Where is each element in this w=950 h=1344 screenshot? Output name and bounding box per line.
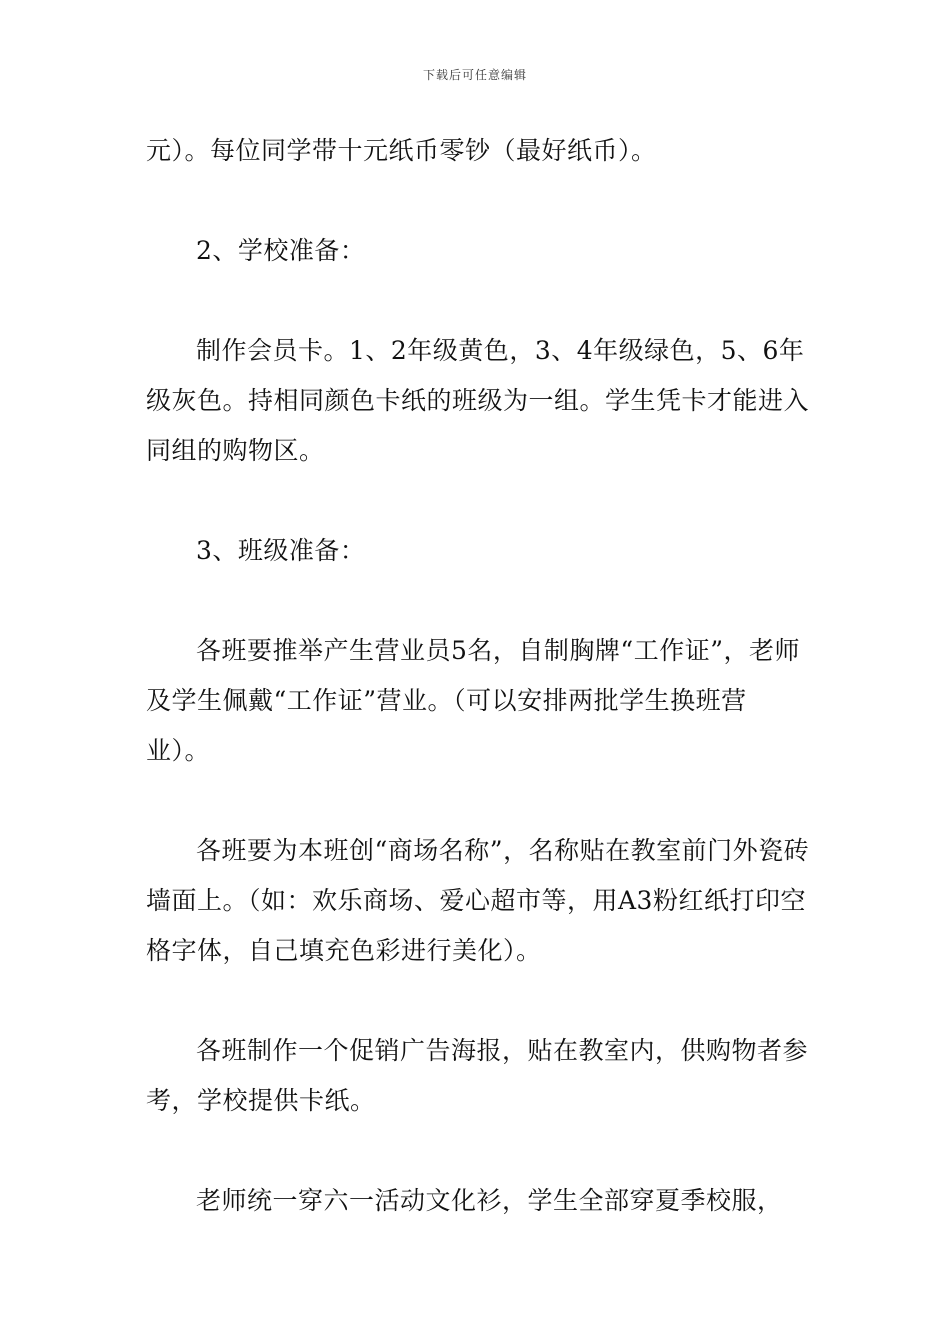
paragraph-poster: 各班制作一个促销广告海报，贴在教室内，供购物者参考，学校提供卡纸。 (146, 1036, 809, 1115)
paragraph-heading-school-prep: 2、学校准备： (196, 236, 366, 265)
paragraph-store-name: 各班要为本班创“商场名称”，名称贴在教室前门外瓷砖墙面上。（如：欢乐商场、爱心超市等，用A3粉红纸打印空格字体，自己填充色彩进行美化）。 (146, 836, 810, 965)
paragraph-continuation: 元）。每位同学带十元纸币零钞（最好纸币）。 (146, 136, 657, 165)
document-body (146, 126, 810, 1226)
paragraph-heading-class-prep: 3、班级准备： (196, 536, 366, 565)
paragraph-salesperson: 各班要推举产生营业员5名，自制胸牌“工作证”，老师及学生佩戴“工作证”营业。（可以安排两批学生换班营业）。 (146, 636, 800, 765)
paragraph-dress-code: 老师统一穿六一活动文化衫，学生全部穿夏季校服， (196, 1186, 783, 1215)
paragraph-member-card: 制作会员卡。1、2年级黄色，3、4年级绿色，5、6年级灰色。持相同颜色卡纸的班级为一组。学生凭卡才能进入同组的购物区。 (146, 336, 810, 465)
header-note: 下载后可任意编辑 (422, 68, 527, 82)
